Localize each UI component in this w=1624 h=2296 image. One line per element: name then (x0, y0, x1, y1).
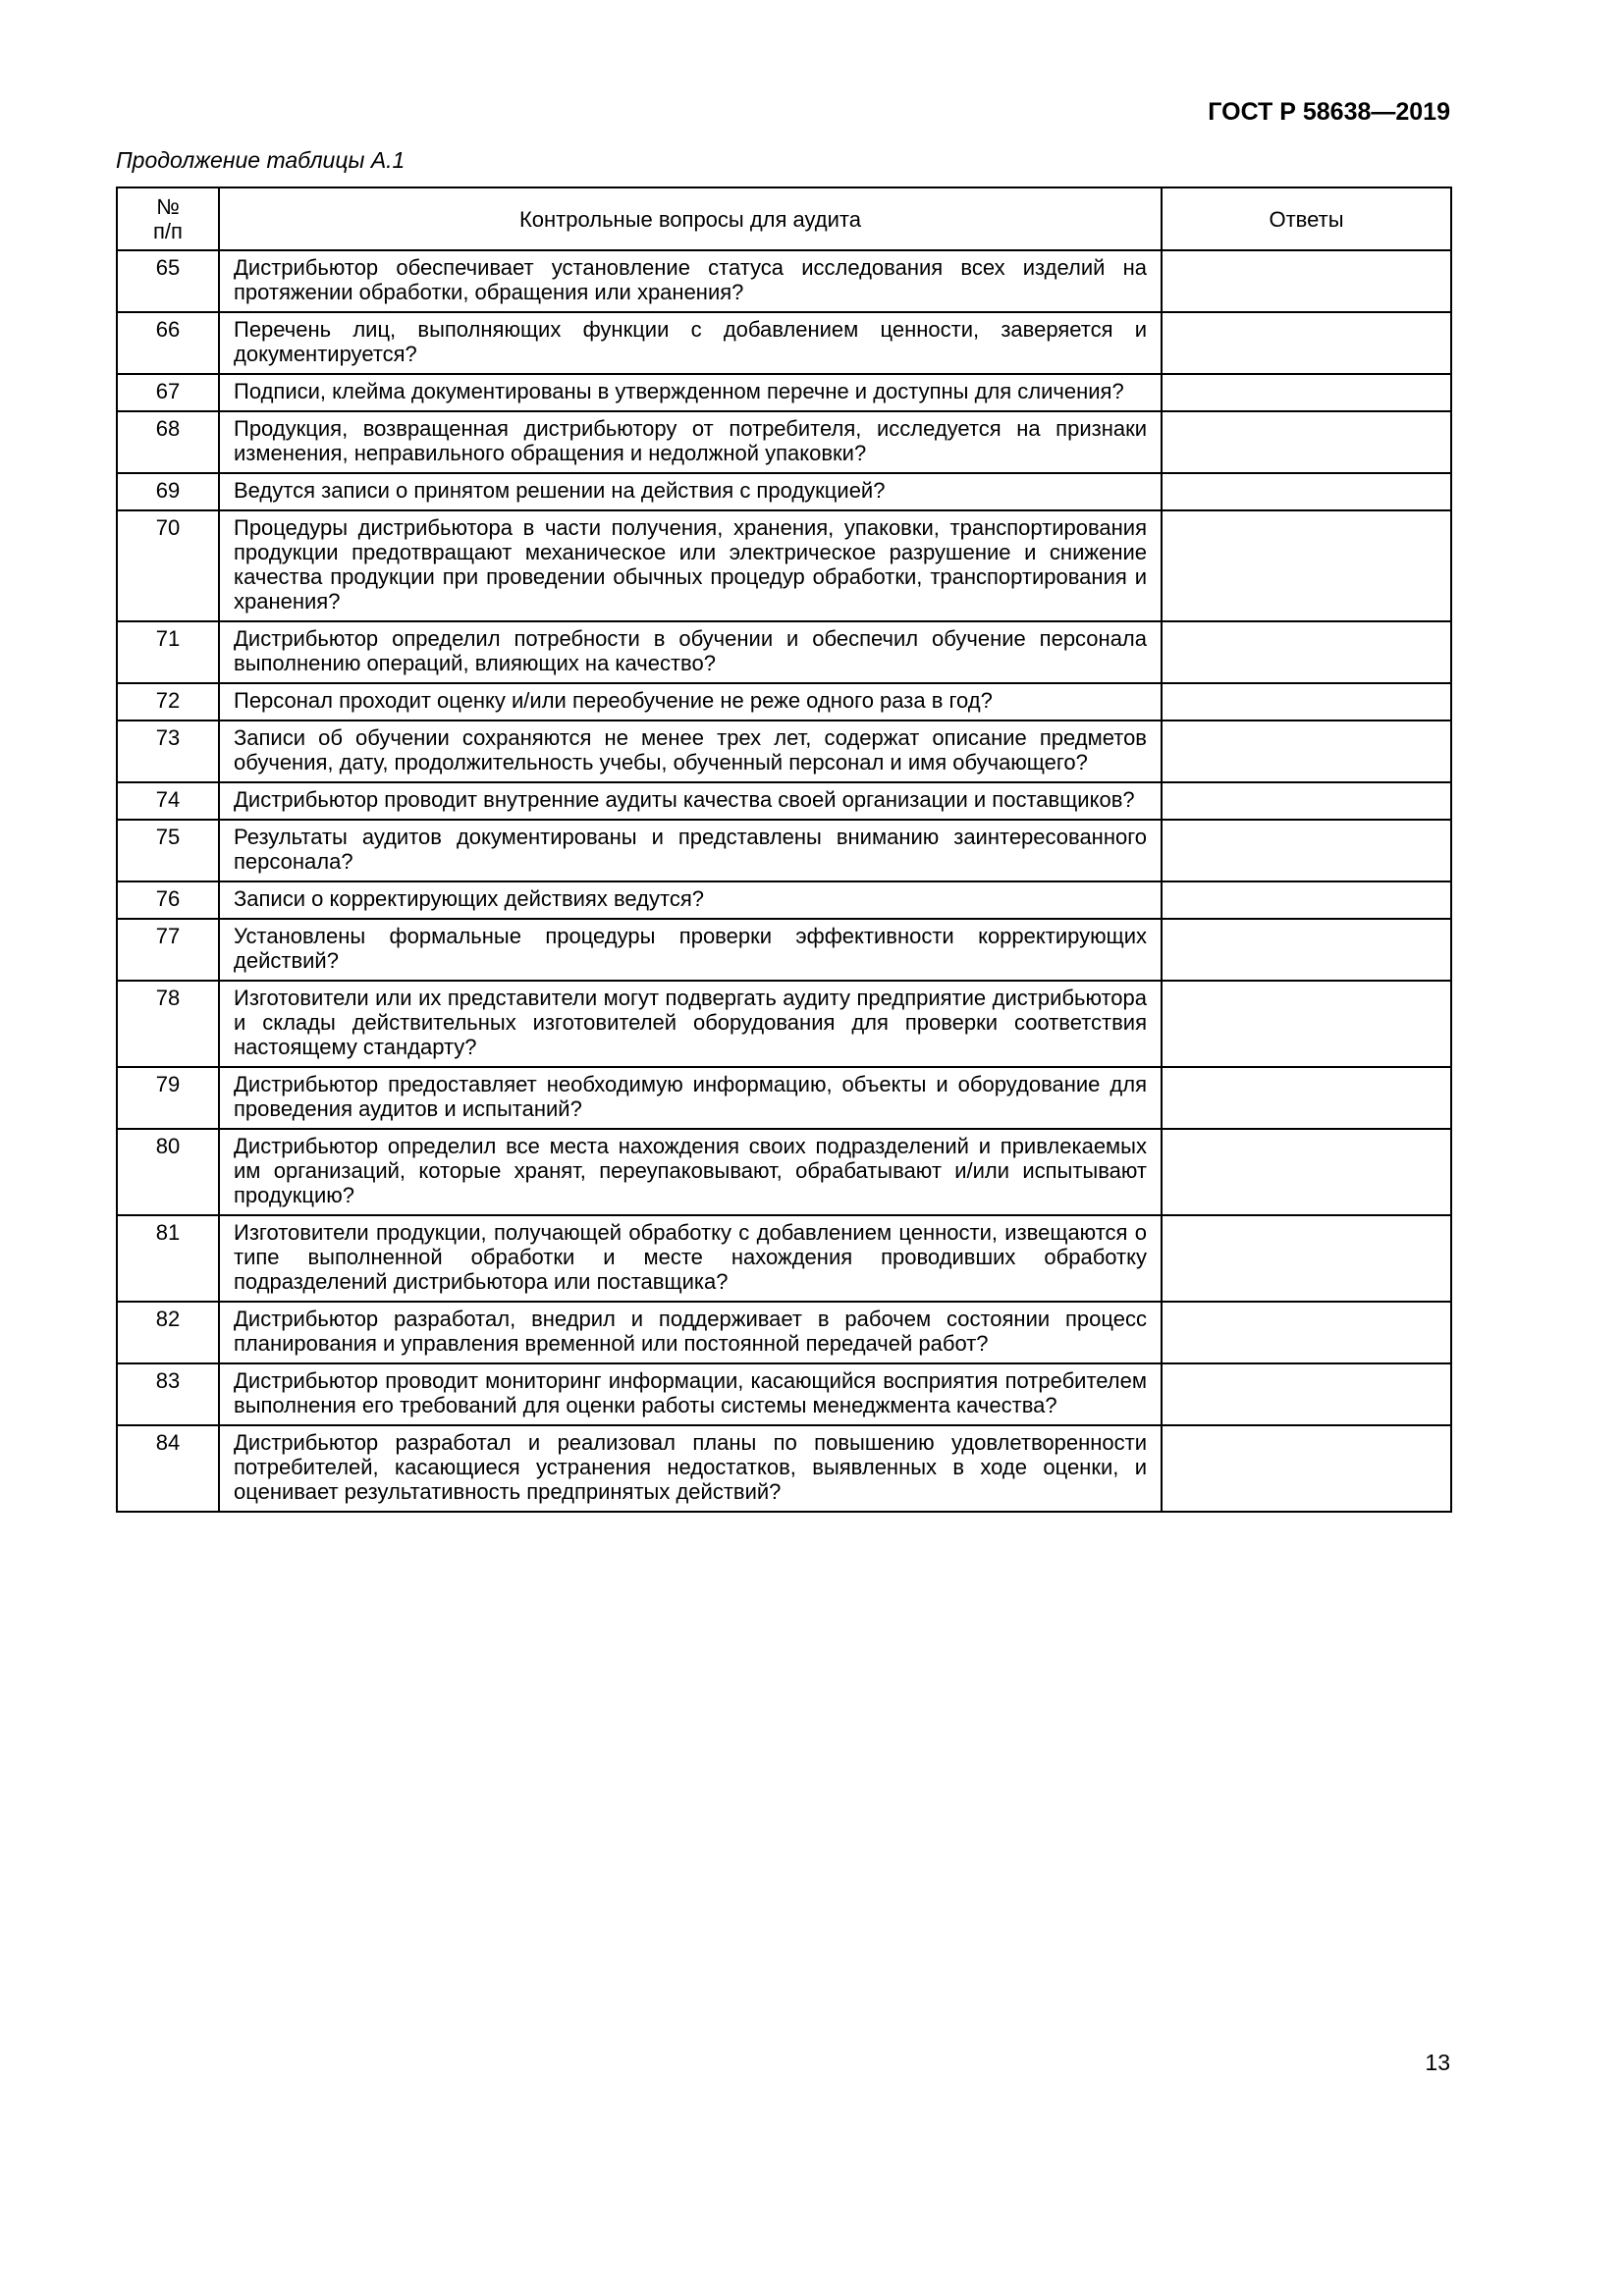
table-row (117, 721, 1451, 782)
question-cell: Дистрибьютор обеспечивает установление статуса исследования всех изделий на протяжении обработки, обращения или хранения? (219, 250, 1162, 312)
answer-cell (1162, 1067, 1451, 1129)
row-number-cell: 68 (117, 411, 219, 473)
answer-cell (1162, 312, 1451, 374)
table-row (117, 250, 1451, 312)
table-row (117, 981, 1451, 1067)
table-row (117, 1302, 1451, 1363)
question-cell: Изготовители продукции, получающей обработку с добавлением ценности, извещаются о типе выполненной обработки и месте нахождения проводивших обработку подразделений дистрибьютора или поставщика? (219, 1215, 1162, 1302)
row-number-cell: 82 (117, 1302, 219, 1363)
row-number-cell: 66 (117, 312, 219, 374)
answer-cell (1162, 621, 1451, 683)
column-header-number (117, 187, 219, 250)
question-cell: Изготовители или их представители могут подвергать аудиту предприятие дистрибьютора и склады действительных изготовителей оборудования для проверки соответствия настоящему стандарту? (219, 981, 1162, 1067)
question-cell: Результаты аудитов документированы и представлены вниманию заинтересованного персонала? (219, 820, 1162, 881)
answer-cell (1162, 1302, 1451, 1363)
answer-cell (1162, 473, 1451, 510)
answer-cell (1162, 374, 1451, 411)
table-header-row (117, 187, 1451, 250)
answer-cell (1162, 919, 1451, 981)
question-cell: Установлены формальные процедуры проверки эффективности корректирующих действий? (219, 919, 1162, 981)
table-row (117, 621, 1451, 683)
question-cell: Дистрибьютор определил потребности в обучении и обеспечил обучение персонала выполнению операций, влияющих на качество? (219, 621, 1162, 683)
question-cell: Дистрибьютор проводит мониторинг информации, касающийся восприятия потребителем выполнения его требований для оценки работы системы менеджмента качества? (219, 1363, 1162, 1425)
answer-cell (1162, 411, 1451, 473)
row-number-cell: 65 (117, 250, 219, 312)
row-number-cell: 78 (117, 981, 219, 1067)
table-row (117, 782, 1451, 820)
table-row (117, 473, 1451, 510)
column-header-questions: Контрольные вопросы для аудита (219, 187, 1162, 250)
answer-cell (1162, 981, 1451, 1067)
answer-cell (1162, 820, 1451, 881)
row-number-cell: 74 (117, 782, 219, 820)
page-number: 13 (1425, 2050, 1450, 2075)
row-number-cell: 83 (117, 1363, 219, 1425)
answer-cell (1162, 1129, 1451, 1215)
row-number-cell: 69 (117, 473, 219, 510)
table-row (117, 919, 1451, 981)
question-cell: Дистрибьютор определил все места нахождения своих подразделений и привлекаемых им организаций, которые хранят, переупаковывают, обрабатывают и/или испытывают продукцию? (219, 1129, 1162, 1215)
table-row (117, 1215, 1451, 1302)
answer-cell (1162, 510, 1451, 621)
answer-cell (1162, 721, 1451, 782)
question-cell: Продукция, возвращенная дистрибьютору от потребителя, исследуется на признаки изменения, неправильного обращения и недолжной упаковки? (219, 411, 1162, 473)
row-number-cell: 67 (117, 374, 219, 411)
row-number-cell: 80 (117, 1129, 219, 1215)
column-header-number-line1: № (156, 194, 180, 219)
row-number-cell: 76 (117, 881, 219, 919)
question-cell: Дистрибьютор предоставляет необходимую информацию, объекты и оборудование для проведения аудитов и испытаний? (219, 1067, 1162, 1129)
question-cell: Дистрибьютор разработал и реализовал планы по повышению удовлетворенности потребителей, касающиеся устранения недостатков, выявленных в ходе оценки, и оценивает результативность предпринятых действий? (219, 1425, 1162, 1512)
table-row (117, 374, 1451, 411)
question-cell: Процедуры дистрибьютора в части получения, хранения, упаковки, транспортирования продукции предотвращают механическое или электрическое разрушение и снижение качества продукции при проведении обычных процедур обработки, транспортирования и хранения? (219, 510, 1162, 621)
answer-cell (1162, 881, 1451, 919)
table-row (117, 683, 1451, 721)
answer-cell (1162, 683, 1451, 721)
row-number-cell: 81 (117, 1215, 219, 1302)
table-row (117, 820, 1451, 881)
audit-questions-table (116, 187, 1452, 1513)
row-number-cell: 73 (117, 721, 219, 782)
question-cell: Дистрибьютор разработал, внедрил и поддерживает в рабочем состоянии процесс планирования и управления временной или постоянной передачей работ? (219, 1302, 1162, 1363)
table-row (117, 1363, 1451, 1425)
table-row (117, 1067, 1451, 1129)
answer-cell (1162, 1215, 1451, 1302)
question-cell: Дистрибьютор проводит внутренние аудиты качества своей организации и поставщиков? (219, 782, 1162, 820)
column-header-answers: Ответы (1162, 187, 1451, 250)
table-body (117, 250, 1451, 1512)
table-row (117, 312, 1451, 374)
row-number-cell: 71 (117, 621, 219, 683)
question-cell: Записи о корректирующих действиях ведутся? (219, 881, 1162, 919)
question-cell: Персонал проходит оценку и/или переобучение не реже одного раза в год? (219, 683, 1162, 721)
answer-cell (1162, 1425, 1451, 1512)
table-row (117, 510, 1451, 621)
table-row (117, 1425, 1451, 1512)
table-row (117, 881, 1451, 919)
table-row (117, 1129, 1451, 1215)
row-number-cell: 79 (117, 1067, 219, 1129)
question-cell: Ведутся записи о принятом решении на действия с продукцией? (219, 473, 1162, 510)
question-cell: Подписи, клейма документированы в утвержденном перечне и доступны для сличения? (219, 374, 1162, 411)
table-header (117, 187, 1451, 250)
question-cell: Записи об обучении сохраняются не менее трех лет, содержат описание предметов обучения, дату, продолжительность учебы, обученный персонал и имя обучающего? (219, 721, 1162, 782)
row-number-cell: 70 (117, 510, 219, 621)
answer-cell (1162, 1363, 1451, 1425)
row-number-cell: 75 (117, 820, 219, 881)
row-number-cell: 72 (117, 683, 219, 721)
answer-cell (1162, 250, 1451, 312)
row-number-cell: 77 (117, 919, 219, 981)
column-header-number-line2: п/п (153, 219, 183, 243)
document-standard-code: ГОСТ Р 58638—2019 (1208, 98, 1450, 126)
table-caption: Продолжение таблицы А.1 (116, 147, 406, 173)
question-cell: Перечень лиц, выполняющих функции с добавлением ценности, заверяется и документируется? (219, 312, 1162, 374)
row-number-cell: 84 (117, 1425, 219, 1512)
table-row (117, 411, 1451, 473)
answer-cell (1162, 782, 1451, 820)
